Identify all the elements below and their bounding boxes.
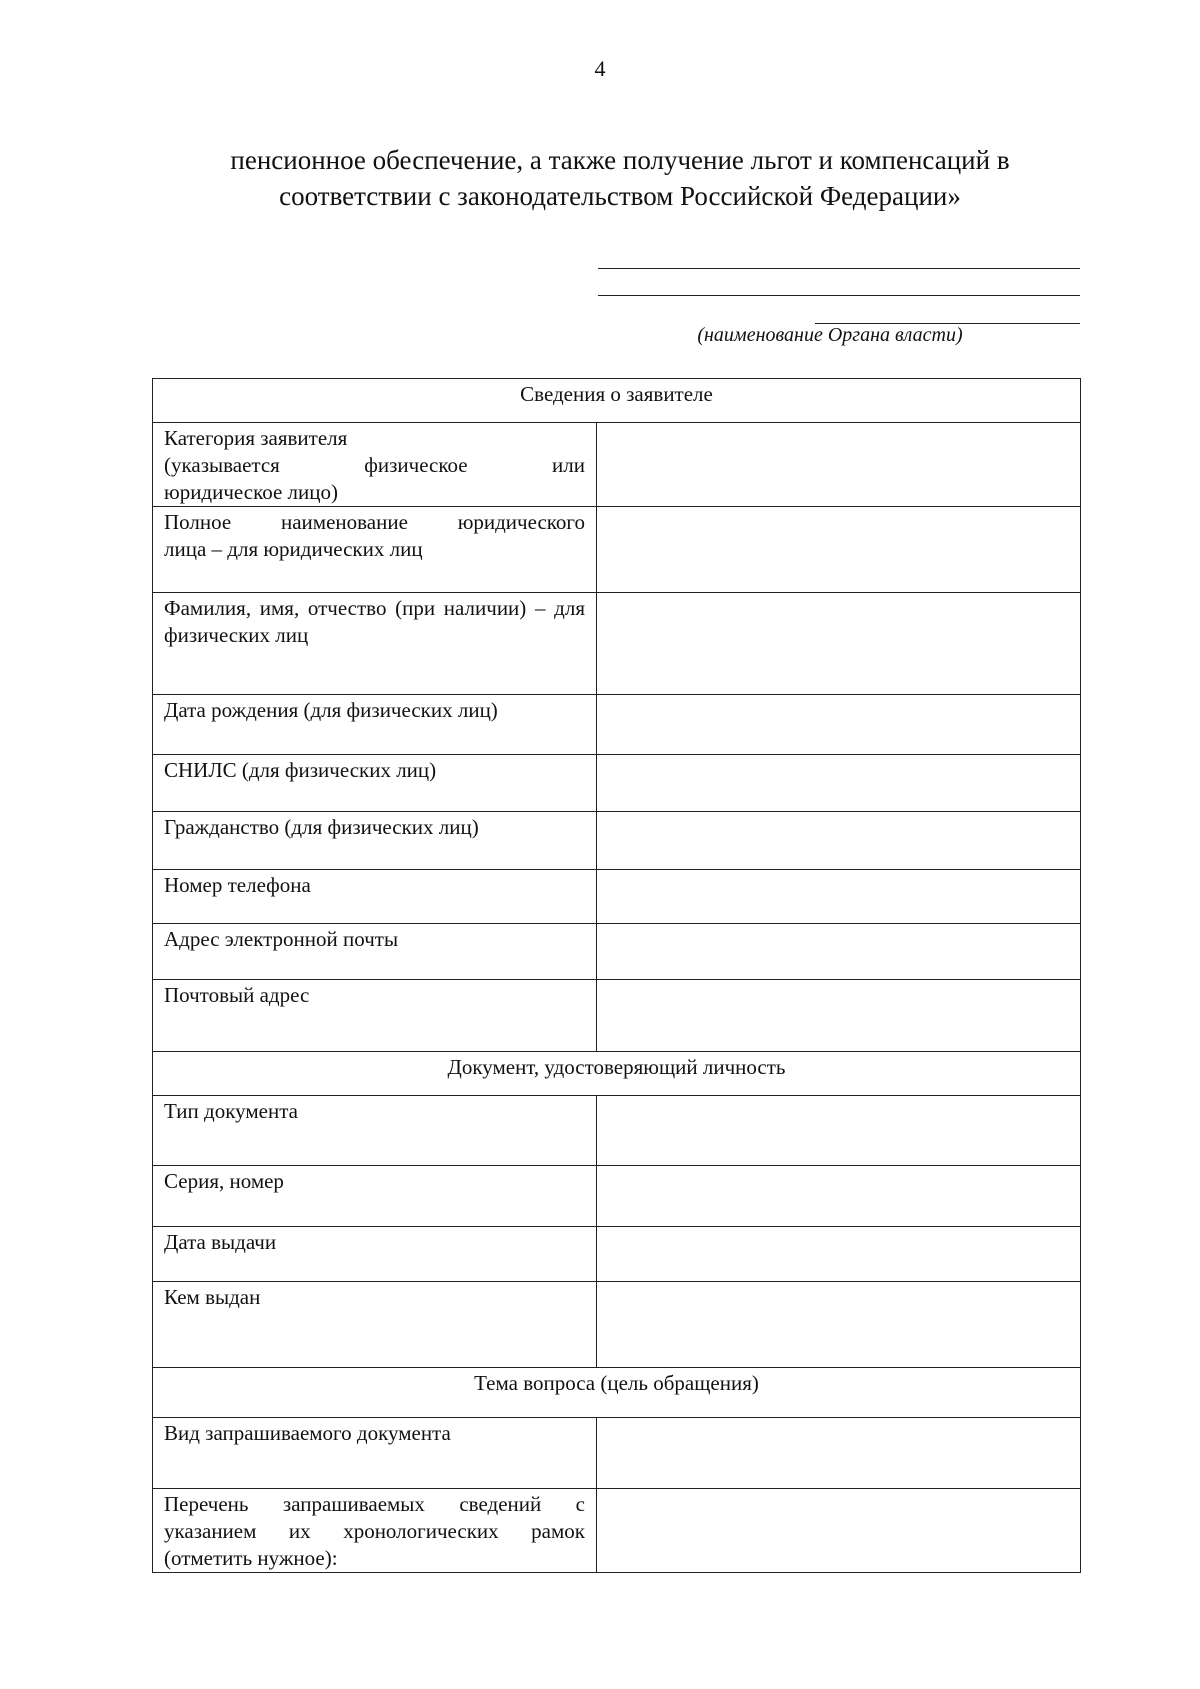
field-value-requested-info-list[interactable] (597, 1489, 1081, 1573)
table-row (153, 1418, 1081, 1489)
heading-line-2: соответствии с законодательством Российской Федерации» (279, 181, 961, 211)
page-number: 4 (594, 56, 606, 81)
table-row (153, 423, 1081, 507)
field-value-email[interactable] (597, 924, 1081, 980)
label-line: юридическое лицо) (164, 480, 338, 504)
table-row (153, 980, 1081, 1052)
label-line: Полное наименование юридического (164, 510, 585, 534)
field-value-citizenship[interactable] (597, 812, 1081, 870)
field-label-birth-date: Дата рождения (для физических лиц) (153, 695, 597, 755)
field-value-document-type[interactable] (597, 1096, 1081, 1166)
label-line: (указывается физическое или (164, 453, 585, 477)
table-row (153, 1166, 1081, 1227)
field-label-full-name: Фамилия, имя, отчество (при наличии) – для физических лиц (153, 593, 597, 695)
table-row (153, 755, 1081, 812)
field-value-phone[interactable] (597, 870, 1081, 924)
table-row (153, 695, 1081, 755)
authority-caption: (наименование Органа власти) (697, 324, 963, 346)
section-header-row (153, 379, 1081, 423)
table-row (153, 1096, 1081, 1166)
document-heading (150, 142, 1090, 214)
section-header-row (153, 1052, 1081, 1096)
field-label-postal-address: Почтовый адрес (153, 980, 597, 1052)
field-value-applicant-category[interactable] (597, 423, 1081, 507)
field-label-citizenship: Гражданство (для физических лиц) (153, 812, 597, 870)
table-row (153, 1282, 1081, 1368)
section-title-identity: Документ, удостоверяющий личность (153, 1052, 1081, 1096)
field-label-legal-entity-name (153, 507, 597, 593)
table-row (153, 593, 1081, 695)
section-title-topic: Тема вопроса (цель обращения) (153, 1368, 1081, 1418)
field-label-requested-info-list: Перечень запрашиваемых сведений с указанием их хронологических рамок (отметить нужное): (153, 1489, 597, 1573)
field-label-series-number: Серия, номер (153, 1166, 597, 1227)
authority-line-2[interactable] (598, 295, 1080, 296)
field-label-issue-date: Дата выдачи (153, 1227, 597, 1282)
field-value-issued-by[interactable] (597, 1282, 1081, 1368)
field-label-phone: Номер телефона (153, 870, 597, 924)
field-value-series-number[interactable] (597, 1166, 1081, 1227)
table-row (153, 1489, 1081, 1573)
heading-line-1: пенсионное обеспечение, а также получение льгот и компенсаций в (230, 145, 1010, 175)
field-value-birth-date[interactable] (597, 695, 1081, 755)
table-row (153, 1227, 1081, 1282)
table-row (153, 507, 1081, 593)
authority-line-1[interactable] (598, 268, 1080, 269)
table-row (153, 870, 1081, 924)
field-value-requested-document-type[interactable] (597, 1418, 1081, 1489)
label-line: лица – для юридических лиц (164, 537, 423, 561)
section-header-row (153, 1368, 1081, 1418)
field-label-snils: СНИЛС (для физических лиц) (153, 755, 597, 812)
field-label-issued-by: Кем выдан (153, 1282, 597, 1368)
section-title-applicant: Сведения о заявителе (153, 379, 1081, 423)
label-line: Категория заявителя (164, 426, 348, 450)
field-label-applicant-category (153, 423, 597, 507)
field-label-requested-document-type: Вид запрашиваемого документа (153, 1418, 597, 1489)
field-value-snils[interactable] (597, 755, 1081, 812)
table-row (153, 812, 1081, 870)
field-label-document-type: Тип документа (153, 1096, 597, 1166)
applicant-form-table (152, 378, 1081, 1573)
table-row (153, 924, 1081, 980)
field-value-issue-date[interactable] (597, 1227, 1081, 1282)
field-value-full-name[interactable] (597, 593, 1081, 695)
field-label-email: Адрес электронной почты (153, 924, 597, 980)
field-value-postal-address[interactable] (597, 980, 1081, 1052)
field-value-legal-entity-name[interactable] (597, 507, 1081, 593)
